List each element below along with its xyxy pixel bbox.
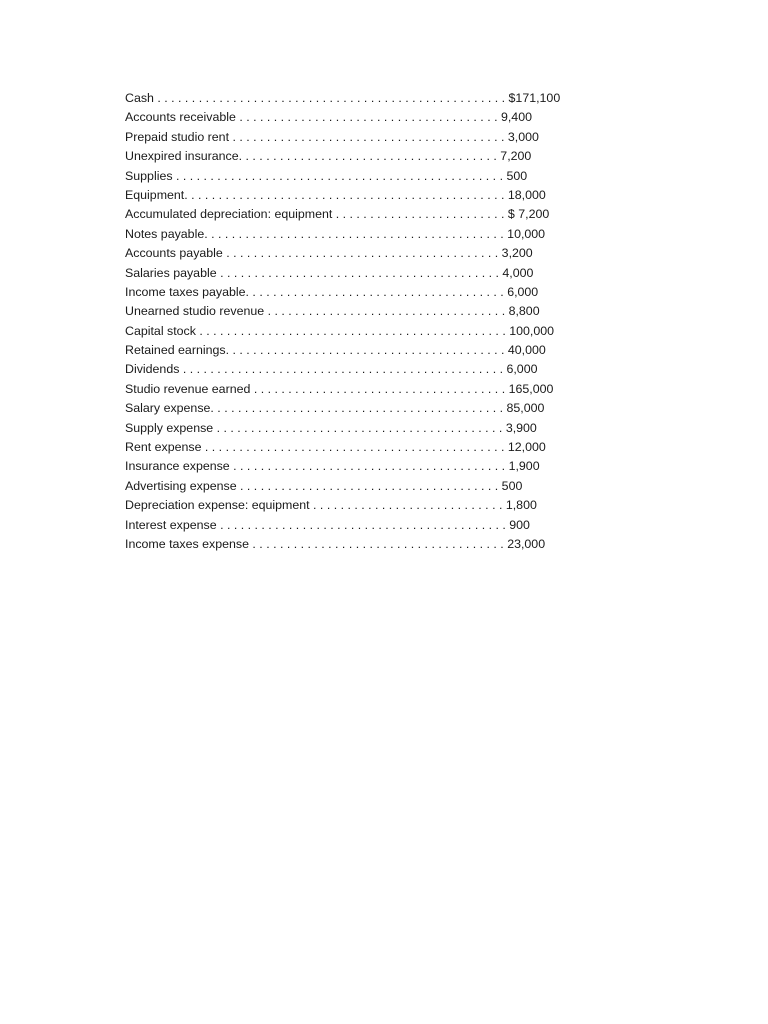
account-row xyxy=(125,438,565,457)
account-name: Insurance expense xyxy=(125,459,230,474)
account-amount: 900 xyxy=(509,517,530,532)
leader-dots: . . . . . . . . . . . . . . . . . . . . . . . . . . . . . . . . . . . . . . . . xyxy=(229,459,509,474)
account-amount: $171,100 xyxy=(508,91,561,105)
leader-dots: . . . . . . . . . . . . . . . . . . . . . . . . . xyxy=(332,207,508,222)
leader-dots: . . . . . . . . . . . . . . . . . . . . . . . . . . . . . . . . . . . . . . xyxy=(245,284,508,299)
account-amount: 7,200 xyxy=(500,149,532,164)
account-name: Notes payable xyxy=(125,226,205,241)
account-balances-list xyxy=(125,89,565,554)
account-amount: 12,000 xyxy=(507,440,546,455)
account-amount: 9,400 xyxy=(500,110,532,125)
account-name: Retained earnings xyxy=(125,343,226,358)
account-name: Rent expense xyxy=(125,440,202,455)
account-name: Depreciation expense: equipment xyxy=(125,498,310,513)
account-name: Supplies xyxy=(125,168,173,183)
account-name: Advertising expense xyxy=(125,478,237,493)
leader-dots: . . . . . . . . . . . . . . . . . . . . . . . . . . . . xyxy=(309,498,506,513)
account-row xyxy=(125,477,565,496)
leader-dots: . . . . . . . . . . . . . . . . . . . . . . . . . . . . . . . . . . . . . . xyxy=(238,149,501,164)
account-row xyxy=(125,244,565,263)
account-row xyxy=(125,128,565,147)
account-name: Studio revenue earned xyxy=(125,381,251,396)
leader-dots: . . . . . . . . . . . . . . . . . . . . . . . . . . . . . . . . . . . . . . . . . . . . xyxy=(201,440,508,455)
leader-dots: . . . . . . . . . . . . . . . . . . . . . . . . . . . . . . . . . . . . . . . . . . . . . xyxy=(195,323,510,338)
account-row xyxy=(125,360,565,379)
account-row xyxy=(125,302,565,321)
account-row xyxy=(125,419,565,438)
account-amount: 6,000 xyxy=(506,362,538,377)
account-name: Equipment xyxy=(125,187,185,202)
account-name: Interest expense xyxy=(125,517,217,532)
account-amount: 40,000 xyxy=(507,343,546,358)
account-amount: 4,000 xyxy=(502,265,534,280)
leader-dots: . . . . . . . . . . . . . . . . . . . . . . . . . . . . . . . . . . . . . . . . xyxy=(222,246,502,261)
account-name: Unearned studio revenue xyxy=(125,304,265,319)
leader-dots: . . . . . . . . . . . . . . . . . . . . . . . . . . . . . . . . . . . . . . . . . . xyxy=(216,517,510,532)
account-amount: 10,000 xyxy=(507,226,546,241)
account-row xyxy=(125,496,565,515)
account-row xyxy=(125,264,565,283)
account-row xyxy=(125,457,565,476)
leader-dots: . . . . . . . . . . . . . . . . . . . . . . . . . . . . . . . . . . . . . . . . . . . . . . . xyxy=(179,362,507,377)
account-amount: 1,800 xyxy=(505,498,537,513)
account-amount: 6,000 xyxy=(507,284,539,299)
account-amount: 500 xyxy=(501,478,523,493)
account-amount: 18,000 xyxy=(507,187,546,202)
leader-dots: . . . . . . . . . . . . . . . . . . . . . . . . . . . . . . . . . . . . . . xyxy=(236,478,502,493)
account-row xyxy=(125,205,565,224)
account-row xyxy=(125,147,565,166)
account-name: Salaries payable xyxy=(125,265,217,280)
account-row xyxy=(125,89,565,108)
account-name: Accumulated depreciation: equipment xyxy=(125,207,333,222)
account-row xyxy=(125,225,565,244)
account-amount: $ 7,200 xyxy=(507,207,550,222)
leader-dots: . . . . . . . . . . . . . . . . . . . . . . . . . . . . . . . . . . . . . . . . . xyxy=(216,265,503,280)
account-amount: 85,000 xyxy=(506,401,545,416)
account-name: Prepaid studio rent xyxy=(125,129,230,144)
leader-dots: . . . . . . . . . . . . . . . . . . . . . . . . . . . . . . . . . . . . . . . . . . . . . . . . xyxy=(172,168,507,183)
account-row xyxy=(125,380,565,399)
account-row xyxy=(125,186,565,205)
leader-dots: . . . . . . . . . . . . . . . . . . . . . . . . . . . . . . . . . . . . . xyxy=(250,381,509,396)
account-name: Income taxes expense xyxy=(125,536,249,551)
account-row xyxy=(125,167,565,186)
leader-dots: . . . . . . . . . . . . . . . . . . . . . . . . . . . . . . . . . . . . . xyxy=(248,536,508,551)
leader-dots: . . . . . . . . . . . . . . . . . . . . . . . . . . . . . . . . . . . . . . . . xyxy=(229,129,508,144)
account-name: Dividends xyxy=(125,362,180,377)
account-amount: 100,000 xyxy=(509,323,555,338)
account-row xyxy=(125,516,565,535)
account-name: Supply expense xyxy=(125,420,214,435)
leader-dots: . . . . . . . . . . . . . . . . . . . . . . . . . . . . . . . . . . . . . . xyxy=(235,110,501,125)
leader-dots: . . . . . . . . . . . . . . . . . . . . . . . . . . . . . . . . . . . . . . . . . . xyxy=(213,420,506,435)
account-name: Salary expense xyxy=(125,401,211,416)
account-name: Cash xyxy=(125,91,154,105)
account-row xyxy=(125,108,565,127)
account-name: Income taxes payable xyxy=(125,284,246,299)
account-amount: 3,000 xyxy=(507,129,539,144)
account-row xyxy=(125,322,565,341)
account-row xyxy=(125,283,565,302)
account-row xyxy=(125,341,565,360)
account-amount: 23,000 xyxy=(507,536,546,551)
account-row xyxy=(125,399,565,418)
leader-dots: . . . . . . . . . . . . . . . . . . . . . . . . . . . . . . . . . . . . . . . . . . . . . . . xyxy=(184,187,508,202)
account-name: Unexpired insurance xyxy=(125,149,239,164)
leader-dots: . . . . . . . . . . . . . . . . . . . . . . . . . . . . . . . . . . . xyxy=(264,304,509,319)
leader-dots: . . . . . . . . . . . . . . . . . . . . . . . . . . . . . . . . . . . . . . . . . xyxy=(225,343,508,358)
account-amount: 8,800 xyxy=(508,304,540,319)
leader-dots: . . . . . . . . . . . . . . . . . . . . . . . . . . . . . . . . . . . . . . . . . . . . xyxy=(204,226,508,241)
account-name: Accounts receivable xyxy=(125,110,236,125)
account-name: Capital stock xyxy=(125,323,196,338)
account-amount: 165,000 xyxy=(508,381,554,396)
leader-dots: . . . . . . . . . . . . . . . . . . . . . . . . . . . . . . . . . . . . . . . . . . . . . . . . . . . xyxy=(153,91,509,105)
account-amount: 3,900 xyxy=(505,420,537,435)
leader-dots: . . . . . . . . . . . . . . . . . . . . . . . . . . . . . . . . . . . . . . . . . . . xyxy=(210,401,507,416)
account-amount: 3,200 xyxy=(501,246,533,261)
account-amount: 500 xyxy=(506,168,528,183)
account-row xyxy=(125,535,565,554)
account-amount: 1,900 xyxy=(508,459,540,474)
account-name: Accounts payable xyxy=(125,246,223,261)
